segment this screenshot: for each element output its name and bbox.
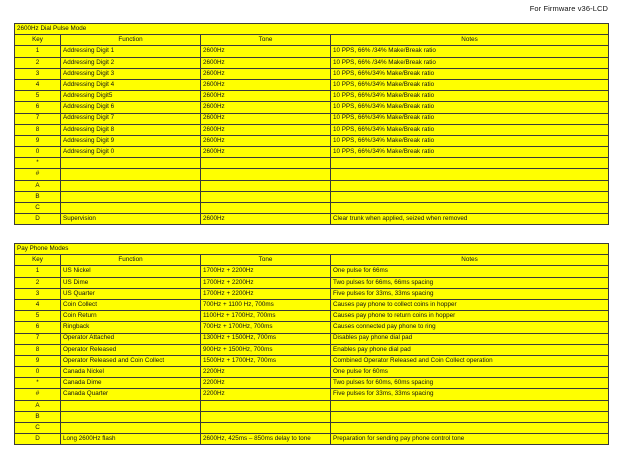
- cell-tone: 2200Hz: [201, 378, 331, 389]
- cell-function: Addressing Digit 1: [61, 46, 201, 57]
- cell-function: Addressing Digit 7: [61, 113, 201, 124]
- cell-key: 7: [15, 333, 61, 344]
- cell-tone: 2600Hz: [201, 147, 331, 158]
- cell-key: B: [15, 191, 61, 202]
- cell-tone: 2600Hz: [201, 57, 331, 68]
- cell-notes: 10 PPS, 66%/34% Make/Break ratio: [331, 68, 609, 79]
- cell-key: C: [15, 203, 61, 214]
- cell-key: 8: [15, 344, 61, 355]
- cell-tone: 2600Hz: [201, 102, 331, 113]
- cell-key: 9: [15, 355, 61, 366]
- cell-tone: [201, 169, 331, 180]
- cell-notes: [331, 180, 609, 191]
- cell-notes: [331, 203, 609, 214]
- cell-key: 1: [15, 266, 61, 277]
- table-row: [15, 355, 609, 366]
- column-header-function: Function: [61, 255, 201, 266]
- cell-function: Supervision: [61, 214, 201, 225]
- table-row: [15, 378, 609, 389]
- table-row: [15, 180, 609, 191]
- table-row: [15, 135, 609, 146]
- header-row: [15, 35, 609, 46]
- cell-function: US Dime: [61, 277, 201, 288]
- cell-key: 3: [15, 288, 61, 299]
- cell-function: Long 2600Hz flash: [61, 434, 201, 445]
- cell-function: Addressing Digit 0: [61, 147, 201, 158]
- cell-notes: [331, 411, 609, 422]
- cell-notes: 10 PPS, 66%/34% Make/Break ratio: [331, 135, 609, 146]
- table-row: [15, 124, 609, 135]
- cell-key: 5: [15, 311, 61, 322]
- cell-tone: 1700Hz + 2200Hz: [201, 277, 331, 288]
- cell-function: [61, 180, 201, 191]
- cell-notes: One pulse for 60ms: [331, 367, 609, 378]
- cell-notes: [331, 423, 609, 434]
- cell-notes: Causes pay phone to collect coins in hopper: [331, 299, 609, 310]
- cell-key: 1: [15, 46, 61, 57]
- table-row: [15, 299, 609, 310]
- cell-key: 5: [15, 91, 61, 102]
- table-row: [15, 288, 609, 299]
- cell-tone: 1300Hz + 1500Hz, 700ms: [201, 333, 331, 344]
- table-row: [15, 79, 609, 90]
- table-row: [15, 411, 609, 422]
- cell-key: 4: [15, 299, 61, 310]
- cell-key: 0: [15, 147, 61, 158]
- column-header-key: Key: [15, 35, 61, 46]
- cell-tone: 2600Hz: [201, 68, 331, 79]
- table-row: [15, 322, 609, 333]
- cell-key: *: [15, 378, 61, 389]
- cell-function: Addressing Digit 2: [61, 57, 201, 68]
- column-header-notes: Notes: [331, 35, 609, 46]
- cell-function: Addressing Digit 4: [61, 79, 201, 90]
- cell-notes: 10 PPS, 66%/34% Make/Break ratio: [331, 79, 609, 90]
- table-row: [15, 311, 609, 322]
- cell-tone: [201, 203, 331, 214]
- table-row: [15, 266, 609, 277]
- cell-tone: [201, 411, 331, 422]
- table-row: [15, 68, 609, 79]
- table-row: [15, 169, 609, 180]
- cell-tone: [201, 423, 331, 434]
- cell-function: Operator Attached: [61, 333, 201, 344]
- cell-key: D: [15, 434, 61, 445]
- cell-key: A: [15, 400, 61, 411]
- cell-key: #: [15, 389, 61, 400]
- table-row: [15, 344, 609, 355]
- cell-notes: Combined Operator Released and Coin Collect operation: [331, 355, 609, 366]
- cell-tone: 2600Hz: [201, 124, 331, 135]
- cell-function: Ringback: [61, 322, 201, 333]
- cell-notes: 10 PPS, 66%/34% Make/Break ratio: [331, 124, 609, 135]
- cell-key: 4: [15, 79, 61, 90]
- table-row: [15, 158, 609, 169]
- cell-notes: One pulse for 66ms: [331, 266, 609, 277]
- cell-function: Canada Nickel: [61, 367, 201, 378]
- cell-function: [61, 203, 201, 214]
- dial-pulse-table: [14, 23, 609, 225]
- cell-key: 6: [15, 322, 61, 333]
- cell-notes: 10 PPS, 66%/34% Make/Break ratio: [331, 91, 609, 102]
- cell-function: Addressing Digit 9: [61, 135, 201, 146]
- cell-tone: [201, 158, 331, 169]
- cell-key: B: [15, 411, 61, 422]
- cell-function: [61, 169, 201, 180]
- table-row: [15, 147, 609, 158]
- table-row: [15, 389, 609, 400]
- table-row: [15, 214, 609, 225]
- cell-key: C: [15, 423, 61, 434]
- column-header-notes: Notes: [331, 255, 609, 266]
- cell-tone: 1500Hz + 1700Hz, 700ms: [201, 355, 331, 366]
- cell-key: 6: [15, 102, 61, 113]
- cell-function: Coin Collect: [61, 299, 201, 310]
- cell-function: US Nickel: [61, 266, 201, 277]
- cell-key: 9: [15, 135, 61, 146]
- cell-function: Addressing Digit 3: [61, 68, 201, 79]
- cell-notes: 10 PPS, 66% /34% Make/Break ratio: [331, 46, 609, 57]
- table-row: [15, 203, 609, 214]
- cell-notes: 10 PPS, 66%/34% Make/Break ratio: [331, 147, 609, 158]
- cell-tone: 900Hz + 1500Hz, 700ms: [201, 344, 331, 355]
- cell-key: 7: [15, 113, 61, 124]
- cell-tone: 1700Hz + 2200Hz: [201, 288, 331, 299]
- table-row: [15, 102, 609, 113]
- cell-tone: [201, 400, 331, 411]
- cell-function: Addressing Digit5: [61, 91, 201, 102]
- cell-function: Operator Released and Coin Collect: [61, 355, 201, 366]
- table-row: [15, 191, 609, 202]
- cell-key: D: [15, 214, 61, 225]
- cell-key: 2: [15, 57, 61, 68]
- cell-notes: [331, 400, 609, 411]
- firmware-label: For Firmware v36-LCD: [529, 4, 608, 13]
- cell-notes: Enables pay phone dial pad: [331, 344, 609, 355]
- cell-key: 8: [15, 124, 61, 135]
- section-title-row: [15, 24, 609, 35]
- cell-function: Canada Dime: [61, 378, 201, 389]
- cell-notes: 10 PPS, 66%/34% Make/Break ratio: [331, 102, 609, 113]
- cell-notes: Two pulses for 66ms, 66ms spacing: [331, 277, 609, 288]
- cell-function: Operator Released: [61, 344, 201, 355]
- cell-notes: Preparation for sending pay phone control tone: [331, 434, 609, 445]
- cell-function: Addressing Digit 8: [61, 124, 201, 135]
- cell-notes: Causes connected pay phone to ring: [331, 322, 609, 333]
- cell-tone: 1100Hz + 1700Hz, 700ms: [201, 311, 331, 322]
- cell-tone: 700Hz + 1700Hz, 700ms: [201, 322, 331, 333]
- cell-notes: Causes pay phone to return coins in hopper: [331, 311, 609, 322]
- cell-key: 2: [15, 277, 61, 288]
- table-row: [15, 423, 609, 434]
- column-header-key: Key: [15, 255, 61, 266]
- cell-tone: 2600Hz: [201, 214, 331, 225]
- cell-tone: 1700Hz + 2200Hz: [201, 266, 331, 277]
- cell-function: Coin Return: [61, 311, 201, 322]
- cell-tone: [201, 191, 331, 202]
- cell-key: A: [15, 180, 61, 191]
- cell-notes: Disables pay phone dial pad: [331, 333, 609, 344]
- section-title: Pay Phone Modes: [15, 244, 609, 255]
- cell-tone: 2600Hz: [201, 135, 331, 146]
- cell-tone: 2600Hz, 425ms – 850ms delay to tone: [201, 434, 331, 445]
- cell-notes: 10 PPS, 66% /34% Make/Break ratio: [331, 57, 609, 68]
- section-title: 2600Hz Dial Pulse Mode: [15, 24, 609, 35]
- cell-tone: 2600Hz: [201, 79, 331, 90]
- cell-notes: [331, 191, 609, 202]
- cell-function: [61, 411, 201, 422]
- cell-key: 0: [15, 367, 61, 378]
- cell-tone: 2200Hz: [201, 389, 331, 400]
- cell-function: [61, 158, 201, 169]
- cell-notes: 10 PPS, 66%/34% Make/Break ratio: [331, 113, 609, 124]
- column-header-tone: Tone: [201, 255, 331, 266]
- pay-phone-table: [14, 243, 609, 445]
- cell-tone: 2600Hz: [201, 91, 331, 102]
- cell-tone: 2600Hz: [201, 113, 331, 124]
- cell-notes: [331, 169, 609, 180]
- cell-key: 3: [15, 68, 61, 79]
- column-header-tone: Tone: [201, 35, 331, 46]
- table-row: [15, 277, 609, 288]
- cell-tone: [201, 180, 331, 191]
- table-row: [15, 57, 609, 68]
- cell-notes: [331, 158, 609, 169]
- column-header-function: Function: [61, 35, 201, 46]
- cell-function: Addressing Digit 6: [61, 102, 201, 113]
- cell-notes: Two pulses for 60ms, 60ms spacing: [331, 378, 609, 389]
- cell-function: US Quarter: [61, 288, 201, 299]
- table-row: [15, 434, 609, 445]
- cell-function: [61, 423, 201, 434]
- cell-function: Canada Quarter: [61, 389, 201, 400]
- table-row: [15, 367, 609, 378]
- table-row: [15, 400, 609, 411]
- cell-tone: 2600Hz: [201, 46, 331, 57]
- cell-key: #: [15, 169, 61, 180]
- table-row: [15, 46, 609, 57]
- cell-function: [61, 400, 201, 411]
- cell-notes: Five pulses for 33ms, 33ms spacing: [331, 288, 609, 299]
- cell-notes: Clear trunk when applied, seized when removed: [331, 214, 609, 225]
- section-title-row: [15, 244, 609, 255]
- cell-notes: Five pulses for 33ms, 33ms spacing: [331, 389, 609, 400]
- table-row: [15, 91, 609, 102]
- cell-function: [61, 191, 201, 202]
- table-row: [15, 113, 609, 124]
- cell-key: *: [15, 158, 61, 169]
- cell-tone: 700Hz + 1100 Hz, 700ms: [201, 299, 331, 310]
- cell-tone: 2200Hz: [201, 367, 331, 378]
- table-row: [15, 333, 609, 344]
- header-row: [15, 255, 609, 266]
